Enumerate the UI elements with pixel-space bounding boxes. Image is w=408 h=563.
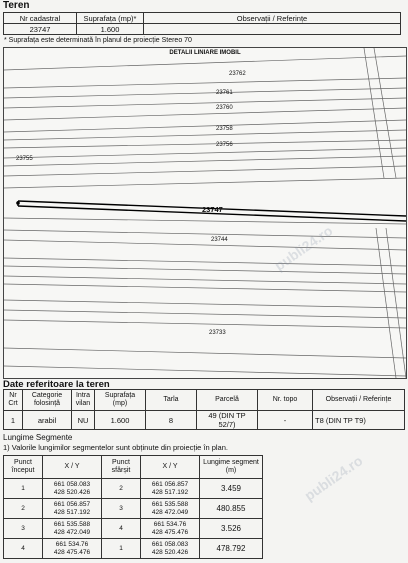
table-header-row <box>4 456 263 479</box>
table-header-row <box>4 390 405 411</box>
cell-xy: 661 534.76 428 475.476 <box>141 519 200 539</box>
cell-xy: 661 056.857 428 517.192 <box>141 479 200 499</box>
map-label: 23744 <box>211 237 228 243</box>
map-label: 23760 <box>216 105 233 111</box>
map-label: 23733 <box>209 330 226 336</box>
cell-lungime: 3.526 <box>200 519 263 539</box>
map-label-main-parcel: 23747 <box>202 205 223 214</box>
cell-categorie: arabil <box>23 411 72 430</box>
referinte-table <box>3 389 405 430</box>
cell-punct: 4 <box>102 519 141 539</box>
map-title: DETALII LINIARE IMOBIL <box>169 50 241 56</box>
table-row <box>4 539 263 559</box>
table-row <box>4 411 405 430</box>
col-suprafata: Suprafața (mp) <box>95 390 146 411</box>
table-row <box>4 24 401 35</box>
cell-nr-topo: - <box>258 411 313 430</box>
col-xy-sfarsit: X / Y <box>141 456 200 479</box>
cell-punct: 3 <box>102 499 141 519</box>
col-suprafata: Suprafața (mp)* <box>77 13 144 24</box>
cadastral-table <box>3 12 401 35</box>
watermark: publi24.ro <box>271 222 336 274</box>
watermark: publi24.ro <box>301 452 366 504</box>
col-nr-cadastral: Nr cadastral <box>4 13 77 24</box>
col-observatii: Observații / Referințe <box>313 390 405 411</box>
segmente-subtitle: 1) Valorile lungimilor segmentelor sunt obținute din proiecție în plan. <box>3 443 228 452</box>
cell-xy: 661 058.083 428 520.426 <box>43 479 102 499</box>
cell-lungime: 478.792 <box>200 539 263 559</box>
cell-observatii: T8 (DIN TP T9) <box>313 411 405 430</box>
cell-lungime: 480.855 <box>200 499 263 519</box>
cell-suprafata: 1.600 <box>95 411 146 430</box>
cell-punct: 3 <box>4 519 43 539</box>
table-header-row <box>4 13 401 24</box>
cell-xy: 661 058.083 428 520.426 <box>141 539 200 559</box>
cell-xy: 661 534.76 428 475.476 <box>43 539 102 559</box>
col-intravilan: Intra vilan <box>72 390 95 411</box>
section-title-segmente: Lungime Segmente <box>3 433 73 442</box>
cell-punct: 4 <box>4 539 43 559</box>
projection-note: * Suprafața este determinată în planul de proiecție Stereo 70 <box>4 37 192 44</box>
col-nr-topo: Nr. topo <box>258 390 313 411</box>
col-lungime: Lungime segment (m) <box>200 456 263 479</box>
col-observatii: Observații / Referințe <box>144 13 401 24</box>
cell-punct: 2 <box>4 499 43 519</box>
cell-parcela: 49 (DIN TP 52/7) <box>197 411 258 430</box>
cell-xy: 661 056.857 428 517.192 <box>43 499 102 519</box>
col-nr-crt: Nr Crt <box>4 390 23 411</box>
map-label: 23762 <box>229 71 246 77</box>
cell-tarla: 8 <box>146 411 197 430</box>
cell-lungime: 3.459 <box>200 479 263 499</box>
map-label: 23758 <box>216 126 233 132</box>
col-punct-inceput: Punct început <box>4 456 43 479</box>
cell-intravilan: NU <box>72 411 95 430</box>
cell-nr-cadastral: 23747 <box>4 24 77 35</box>
col-parcela: Parcelă <box>197 390 258 411</box>
table-row <box>4 499 263 519</box>
cell-punct: 1 <box>4 479 43 499</box>
cell-observatii <box>144 24 401 35</box>
segmente-table <box>3 455 263 559</box>
col-categorie: Categorie folosință <box>23 390 72 411</box>
section-title-teren: Teren <box>3 0 30 11</box>
cell-xy: 661 535.588 428 472.049 <box>43 519 102 539</box>
col-xy-inceput: X / Y <box>43 456 102 479</box>
cell-suprafata: 1.600 <box>77 24 144 35</box>
section-title-referinte: Date referitoare la teren <box>3 379 110 390</box>
table-row <box>4 479 263 499</box>
parcel-map <box>3 47 407 379</box>
col-punct-sfarsit: Punct sfârșit <box>102 456 141 479</box>
cell-xy: 661 535.588 428 472.049 <box>141 499 200 519</box>
map-label: 23756 <box>216 142 233 148</box>
cell-punct: 2 <box>102 479 141 499</box>
map-label: 23761 <box>216 90 233 96</box>
cell-punct: 1 <box>102 539 141 559</box>
map-label: 23755 <box>16 156 33 162</box>
cell-nr-crt: 1 <box>4 411 23 430</box>
col-tarla: Tarla <box>146 390 197 411</box>
table-row <box>4 519 263 539</box>
